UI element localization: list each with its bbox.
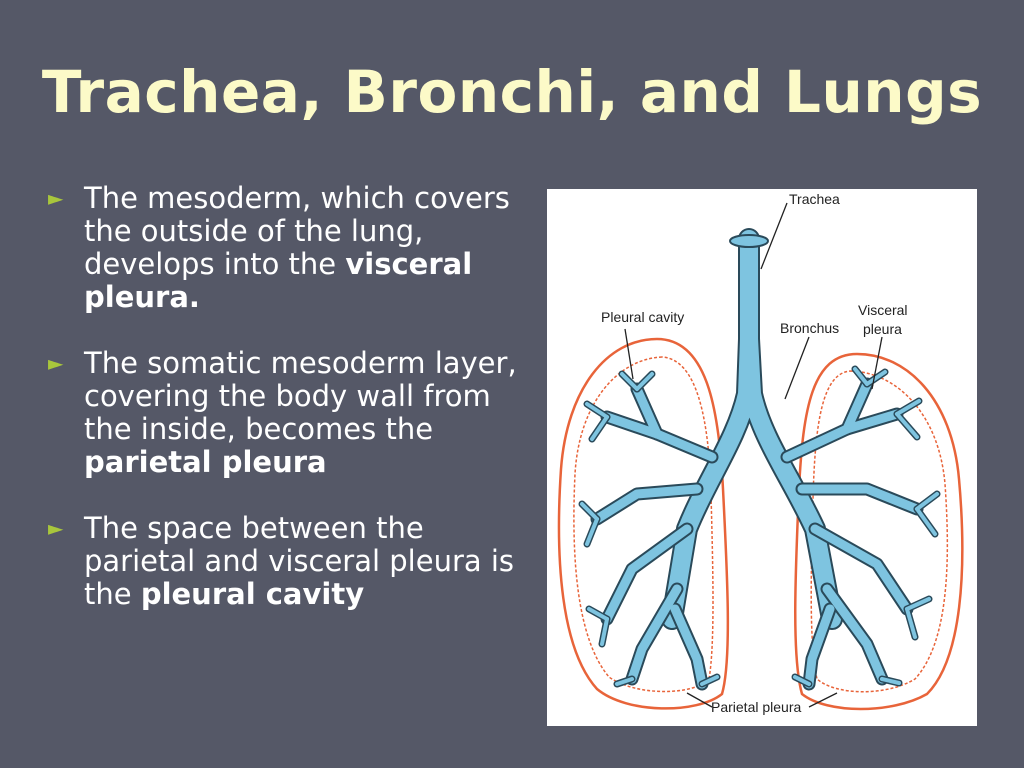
label-bronchus: Bronchus [780,320,840,336]
bullet-arrow-icon: ► [48,516,64,540]
bullet-bold-term: visceral pleura. [84,247,473,314]
label-visceral-pleura-line2: pleura [863,321,902,337]
slide-title: Trachea, Bronchi, and Lungs [41,58,983,126]
bullet-list [48,182,518,644]
label-parietal-pleura: Parietal pleura [711,699,802,715]
bullet-item [48,347,518,479]
trachea-opening [730,235,768,247]
bullet-bold-term: pleural cavity [140,577,365,611]
label-trachea: Trachea [789,191,840,207]
bullet-arrow-icon: ► [48,186,64,210]
lung-diagram-svg [547,189,977,726]
bullet-text: The somatic mesoderm layer, covering the body wall from the inside, becomes the [84,346,517,446]
bullet-text: The mesoderm, which covers the outside of the lung, develops into the [84,181,510,281]
label-visceral-pleura-line1: Visceral [858,302,908,318]
bullet-bold-term: parietal pleura [84,445,327,479]
bullet-item [48,512,518,611]
bullet-item [48,182,518,314]
lung-diagram [547,189,977,726]
bullet-text: The space between the parietal and visceral pleura is the [84,511,515,611]
bullet-arrow-icon: ► [48,351,64,375]
label-pleural-cavity: Pleural cavity [601,309,685,325]
